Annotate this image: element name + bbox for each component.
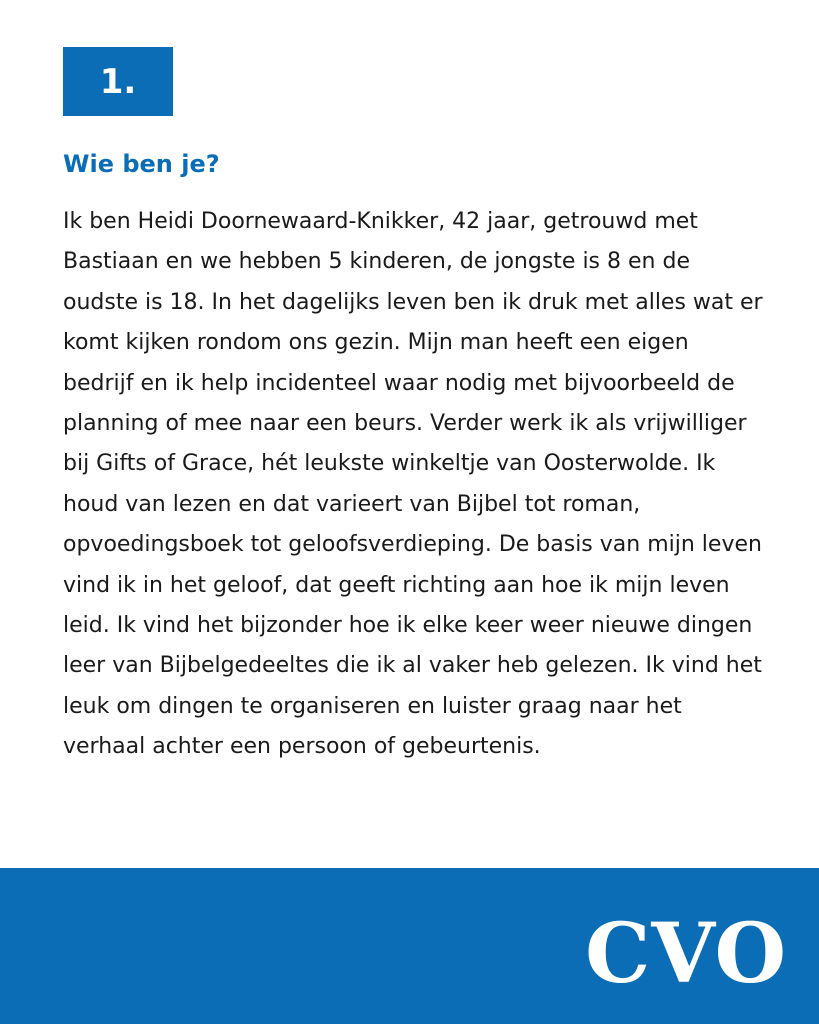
footer-band <box>0 868 819 1024</box>
number-badge <box>63 47 173 116</box>
answer-paragraph: Ik ben Heidi Doornewaard-Knikker, 42 jaar, getrouwd met Bastiaan en we hebben 5 kinderen, de jongste is 8 en de oudste is 18. In het dagelijks leven ben ik druk met alles wat er komt kijken rondom ons gezin. Mijn man heeft een eigen bedrijf en ik help incidenteel waar nodig met bijvoorbeeld de planning of mee naar een beurs. Verder werk ik als vrijwilliger bij Gifts of Grace, hét leukste winkeltje van Oosterwolde. Ik houd van lezen en dat varieert van Bijbel tot roman, opvoedingsboek tot geloofsverdieping. De basis van mijn leven vind ik in het geloof, dat geeft richting aan hoe ik mijn leven leid. Ik vind het bijzonder hoe ik elke keer weer nieuwe dingen leer van Bijbelgedeeltes die ik al vaker heb gelezen. Ik vind het leuk om dingen te organiseren en luister graag naar het verhaal achter een persoon of gebeurtenis. <box>63 209 763 760</box>
cvo-logo: CVO <box>585 906 787 1002</box>
question-heading: Wie ben je? <box>63 150 220 178</box>
number-badge-label: 1. <box>99 61 137 102</box>
